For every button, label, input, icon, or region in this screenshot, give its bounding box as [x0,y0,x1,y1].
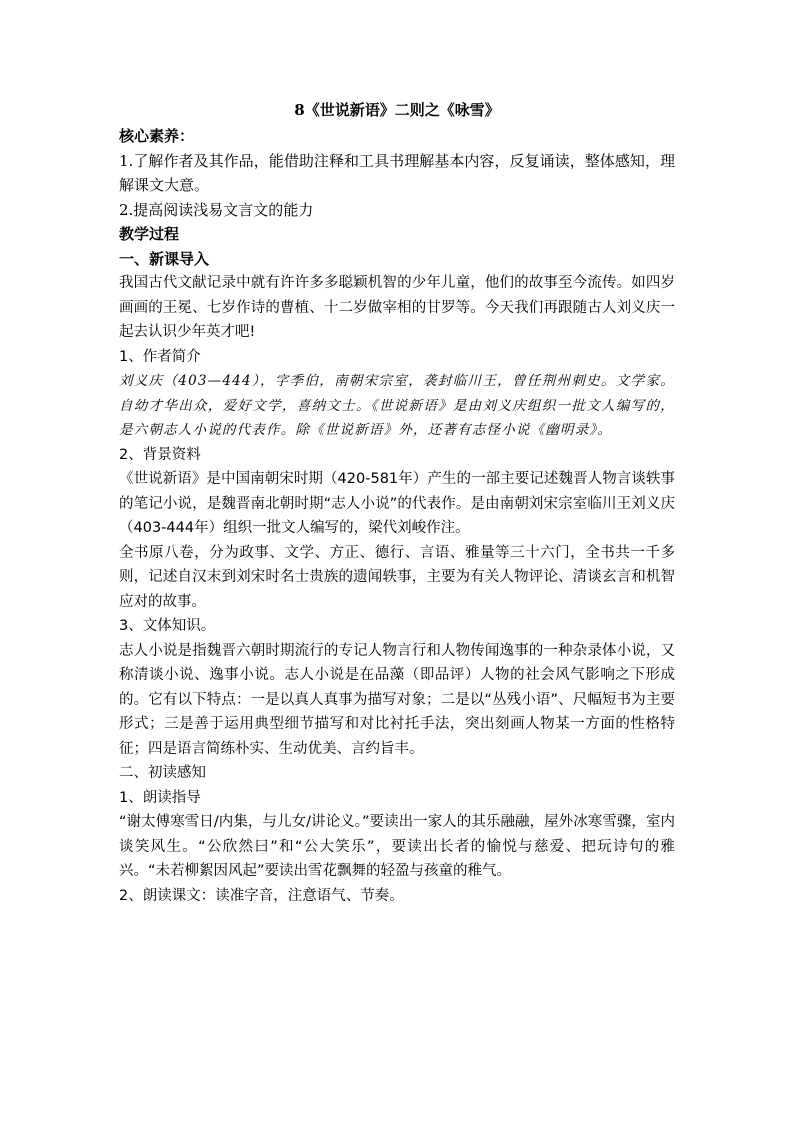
document-page [119,96,675,908]
reading-guide-paragraph: “谢太傅寒雪日/内集，与儿女/讲论义。”要读出一家人的其乐融融，屋外冰寒雪骤，室内谈笑风生。“公欣然曰”和“公大笑乐”，要读出长者的愉悦与慈爱、把玩诗句的雅兴。“未若柳絮因风起”要读出雪花飘舞的轻盈与孩童的稚气。 [119,814,675,879]
section-2-heading: 二、初读感知 [119,765,206,781]
core-literacy-heading: 核心素养： [119,127,195,145]
intro-paragraph: 我国古代文献记录中就有许许多多聪颖机智的少年儿童，他们的故事至今流传。如四岁画画的王冕、七岁作诗的曹植、十二岁做宰相的甘罗等。今天我们再跟随古人刘义庆一起去认识少年英才吧! [119,275,675,340]
document-title: 8《世说新语》二则之《咏雪》 [294,101,500,119]
read-aloud-line: 2、朗读课文：读准字音，注意语气、节奏。 [119,887,404,904]
author-paragraph: 刘义庆（403—444），字季伯，南朝宋宗室，袭封临川王，曾任荆州刺史。文学家。自幼才华出众，爱好文学，喜纳文士。《世说新语》是由刘义庆组织一批文人编写的，是六朝志人小说的代表作。除《世说新语》外，还著有志怪小说《幽明录》。 [119,373,675,438]
background-paragraph-1: 《世说新语》是中国南朝宋时期（420-581年）产生的一部主要记述魏晋人物言谈轶事的笔记小说，是魏晋南北朝时期“志人小说”的代表作。是由南朝刘宋宗室临川王刘义庆（403-444年）组织一批文人编写的，梁代刘峻作注。 [119,471,675,536]
background-paragraph-2: 全书原八卷，分为政事、文学、方正、德行、言语、雅量等三十六门，全书共一千多则，记述自汉末到刘宋时名士贵族的遗闻轶事，主要为有关人物评论、清谈玄言和机智应对的故事。 [119,544,675,610]
section-1-heading: 一、新课导入 [119,249,210,268]
author-intro-heading: 1、作者简介 [119,348,201,365]
background-heading: 2、背景资料 [119,446,201,463]
goal-1: 1.了解作者及其作品，能借助注释和工具书理解基本内容，反复诵读，整体感知，理解课文大意。 [119,151,675,194]
genre-heading: 3、文体知识。 [119,618,216,634]
goal-2: 2.提高阅读浅易文言文的能力 [119,200,314,219]
genre-paragraph: 志人小说是指魏晋六朝时期流行的专记人物言行和人物传闻逸事的一种杂录体小说，又称清谈小说、逸事小说。志人小说是在品藻（即品评）人物的社会风气影响之下形成的。它有以下特点：一是以真人真事为描写对象；二是以“丛残小语”、尺幅短书为主要形式；三是善于运用典型细节描写和对比衬托手法，突出刻画人物某一方面的性格特征；四是语言简练朴实、生动优美、言约旨丰。 [119,642,675,757]
process-heading: 教学过程 [119,225,180,243]
reading-guide-heading: 1、朗读指导 [119,789,201,806]
